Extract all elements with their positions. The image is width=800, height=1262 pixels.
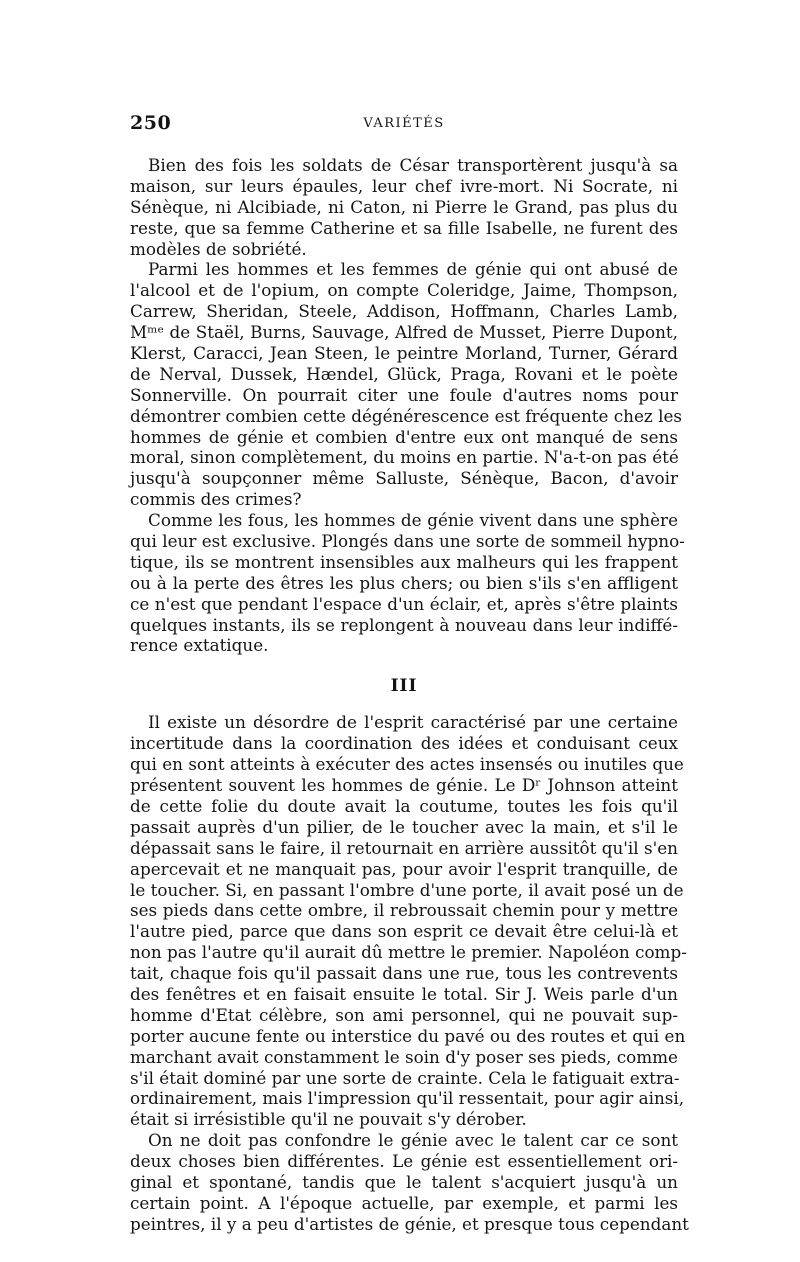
text-line: démontrer combien cette dégénérescence est fréquente chez les bbox=[130, 405, 682, 426]
text-line: Bien des fois les soldats de César transportèrent jusqu'à sa bbox=[148, 155, 678, 175]
text-line: modèles de sobriété. bbox=[130, 238, 307, 259]
text-line: jusqu'à soupçonner même Salluste, Sénèque, Bacon, d'avoir bbox=[130, 468, 678, 489]
text-line: ou à la perte des êtres les plus chers; ou bien s'ils s'en affligent bbox=[130, 572, 678, 593]
text-line: commis des crimes? bbox=[130, 489, 302, 510]
text-line: rence extatique. bbox=[130, 635, 269, 656]
text-line: non pas l'autre qu'il aurait dû mettre le premier. Napoléon comp- bbox=[130, 942, 687, 963]
text-line: Sénèque, ni Alcibiade, ni Caton, ni Pierre le Grand, pas plus du bbox=[130, 196, 678, 217]
text-line: l'autre pied, parce que dans son esprit ce devait être celui-là et bbox=[130, 921, 678, 942]
text-line: dépassait sans le faire, il retournait en arrière aussitôt qu'il s'en bbox=[130, 837, 678, 858]
text-line: Sonnerville. On pourrait citer une foule d'autres noms pour bbox=[130, 384, 678, 405]
text-line: qui leur est exclusive. Plongés dans une sorte de sommeil hypno- bbox=[130, 531, 685, 552]
text-line: ce n'est que pendant l'espace d'un éclair, et, après s'être plaints bbox=[130, 593, 678, 614]
text-line: certain point. A l'époque actuelle, par exemple, et parmi les bbox=[130, 1192, 678, 1213]
text-line: Comme les fous, les hommes de génie vivent dans une sphère bbox=[148, 510, 678, 531]
text-line: Carrew, Sheridan, Steele, Addison, Hoffmann, Charles Lamb, bbox=[130, 301, 678, 322]
text-line: était si irrésistible qu'il ne pouvait s'y dérober. bbox=[130, 1109, 527, 1130]
text-line: de Nerval, Dussek, Hændel, Glück, Praga, Rovani et le poète bbox=[130, 363, 678, 384]
text-line: marchant avait constamment le soin d'y poser ses pieds, comme bbox=[130, 1046, 678, 1067]
body-text bbox=[130, 155, 689, 1235]
running-head: VARIÉTÉS bbox=[363, 116, 445, 131]
text-line: Mᵐᵉ de Staël, Burns, Sauvage, Alfred de Musset, Pierre Dupont, bbox=[130, 322, 678, 343]
text-line: qui en sont atteints à exécuter des actes insensés ou inutiles que bbox=[130, 754, 684, 775]
text-line: des fenêtres et en faisait ensuite le total. Sir J. Weis parle d'un bbox=[130, 983, 678, 1004]
text-line: ses pieds dans cette ombre, il rebroussait chemin pour y mettre bbox=[130, 900, 678, 921]
section-heading: III bbox=[390, 676, 418, 697]
text-line: peintres, il y a peu d'artistes de génie, et presque tous cependant bbox=[130, 1213, 689, 1234]
text-line: incertitude dans la coordination des idées et conduisant ceux bbox=[130, 733, 678, 754]
paragraph bbox=[130, 259, 682, 510]
paragraph bbox=[130, 1130, 689, 1234]
text-line: tait, chaque fois qu'il passait dans une rue, tous les contrevents bbox=[130, 963, 678, 984]
text-line: homme d'Etat célèbre, son ami personnel, qui ne pouvait sup- bbox=[130, 1004, 678, 1025]
text-line: présentent souvent les hommes de génie. Le Dʳ Johnson atteint bbox=[130, 775, 678, 796]
text-line: porter aucune fente ou interstice du pavé ou des routes et qui en bbox=[130, 1025, 686, 1046]
text-line: Klerst, Caracci, Jean Steen, le peintre Morland, Turner, Gérard bbox=[130, 343, 678, 364]
text-line: de cette folie du doute avait la coutume, toutes les fois qu'il bbox=[130, 795, 678, 816]
text-line: Parmi les hommes et les femmes de génie qui ont abusé de bbox=[148, 259, 678, 280]
paragraph bbox=[130, 712, 687, 1130]
text-line: tique, ils se montrent insensibles aux malheurs qui les frappent bbox=[130, 551, 678, 572]
text-line: moral, sinon complètement, du moins en partie. N'a-t-on pas été bbox=[130, 447, 679, 468]
text-line: Il existe un désordre de l'esprit caractérisé par une certaine bbox=[148, 712, 678, 733]
text-line: l'alcool et de l'opium, on compte Coleridge, Jaime, Thompson, bbox=[130, 280, 678, 301]
text-line: On ne doit pas confondre le génie avec le talent car ce sont bbox=[148, 1130, 678, 1151]
page-number: 250 bbox=[130, 112, 172, 134]
text-line: maison, sur leurs épaules, leur chef ivre-mort. Ni Socrate, ni bbox=[130, 175, 678, 196]
page-header bbox=[130, 112, 678, 138]
text-line: le toucher. Si, en passant l'ombre d'une porte, il avait posé un de bbox=[130, 879, 684, 900]
text-line: hommes de génie et combien d'entre eux ont manqué de sens bbox=[130, 426, 678, 447]
text-line: reste, que sa femme Catherine et sa fille Isabelle, ne furent des bbox=[130, 217, 678, 238]
text-line: apercevait et ne manquait pas, pour avoir l'esprit tranquille, de bbox=[130, 858, 678, 879]
paragraph bbox=[130, 155, 678, 259]
text-line: s'il était dominé par une sorte de crainte. Cela le fatiguait extra- bbox=[130, 1067, 680, 1088]
text-line: passait auprès d'un pilier, de le toucher avec la main, et s'il le bbox=[130, 816, 678, 837]
text-line: ginal et spontané, tandis que le talent s'acquiert jusqu'à un bbox=[130, 1171, 678, 1192]
paragraph bbox=[130, 510, 685, 656]
text-line: deux choses bien différentes. Le génie est essentiellement ori- bbox=[130, 1151, 678, 1172]
text-line: quelques instants, ils se replongent à nouveau dans leur indiffé- bbox=[130, 614, 678, 635]
text-line: ordinairement, mais l'impression qu'il ressentait, pour agir ainsi, bbox=[130, 1088, 685, 1109]
